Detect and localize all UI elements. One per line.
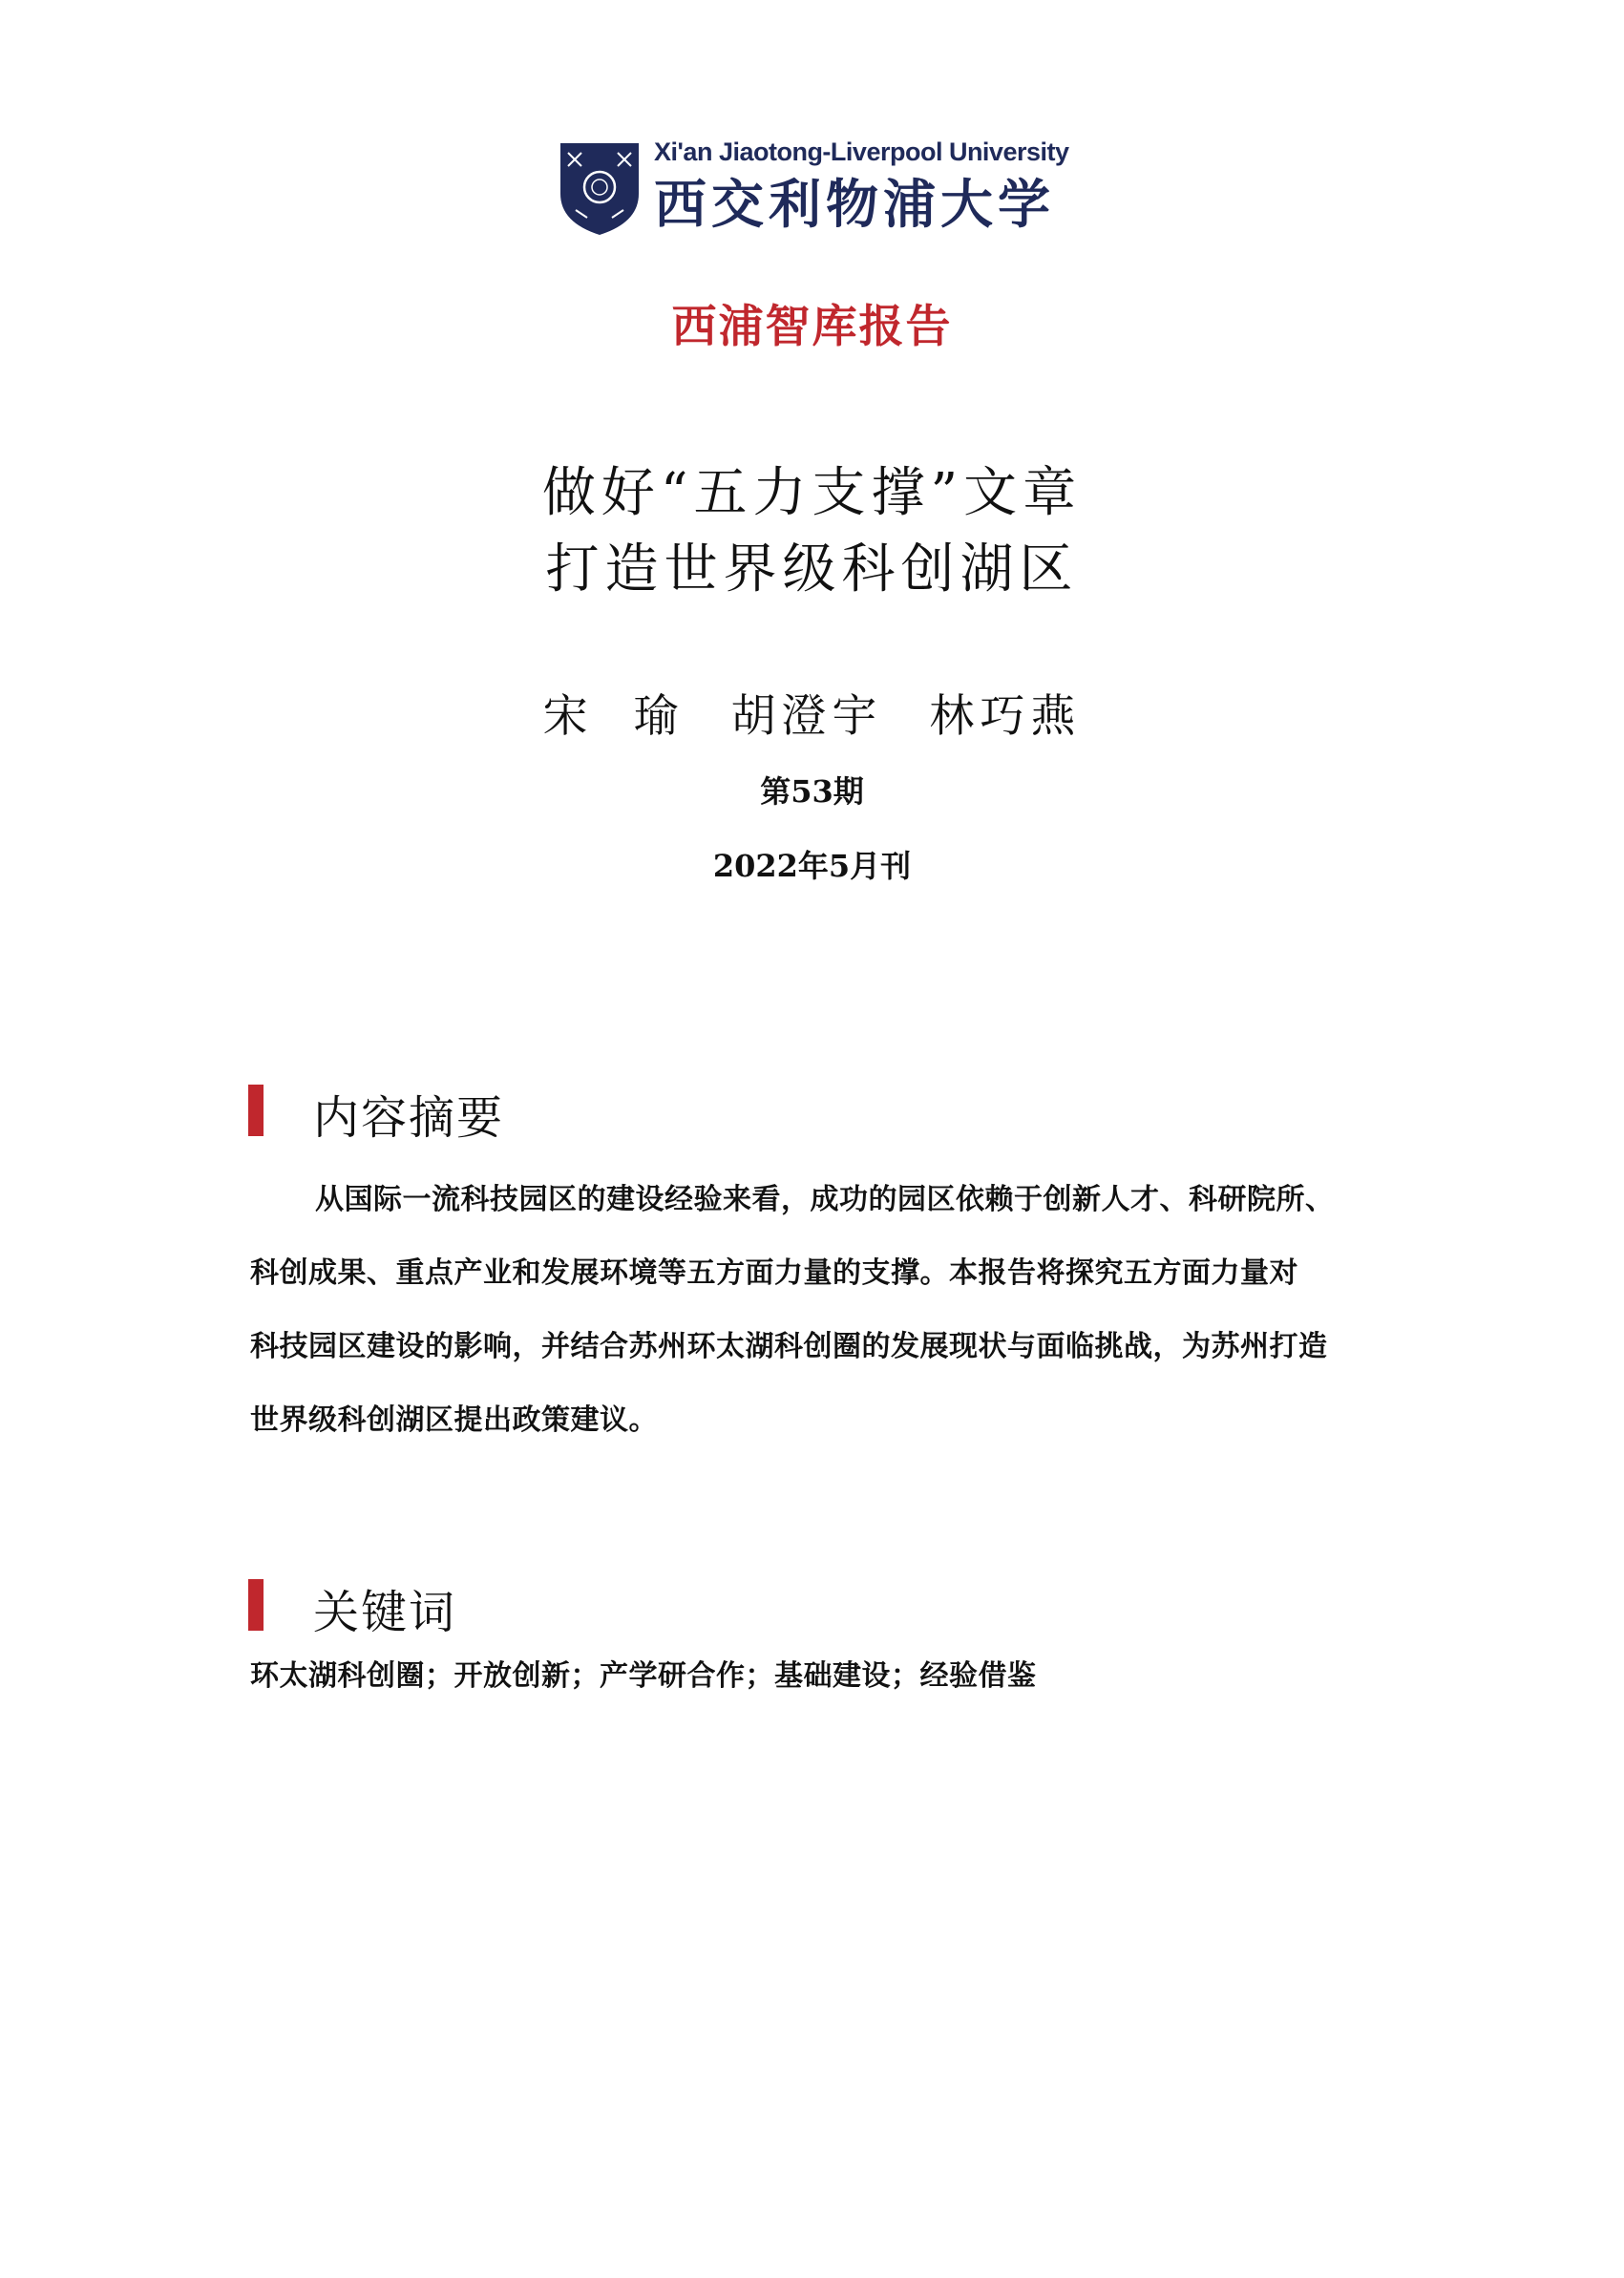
author-list: [0, 681, 1624, 745]
issue-number: 第53期: [760, 773, 864, 810]
university-crest-icon: [559, 141, 641, 237]
author-name: 林巧燕: [929, 690, 1082, 743]
publication-date: 2022年5月刊: [712, 848, 912, 884]
report-title-line-2: 打造世界级科创湖区: [545, 538, 1079, 601]
university-logo: [559, 134, 1093, 241]
university-name-en: Xi'an Jiaotong-Liverpool University: [654, 137, 1069, 166]
report-title-line-1: 做好“五力支撑”文章: [541, 462, 1083, 524]
author-name: 胡澄宇: [730, 690, 883, 743]
keywords-heading: 关键词: [313, 1586, 457, 1639]
abstract-line: 科技园区建设的影响，并结合苏州环太湖科创圈的发展现状与面临挑战，为苏州打造: [250, 1330, 1328, 1363]
section-marker-bar: [248, 1085, 264, 1136]
abstract-text: [250, 1163, 1423, 1457]
section-marker-bar: [248, 1579, 264, 1631]
abstract-line: 从国际一流科技园区的建设经验来看，成功的园区依赖于创新人才、科研院所、: [315, 1183, 1335, 1216]
abstract-line: 科创成果、重点产业和发展环境等五方面力量的支撑。本报告将探究五方面力量对: [250, 1256, 1298, 1290]
keywords-text: 环太湖科创圈；开放创新；产学研合作；基础建设；经验借鉴: [250, 1659, 1037, 1693]
report-series-title: 西浦智库报告: [671, 301, 953, 353]
abstract-heading: 内容摘要: [313, 1091, 505, 1145]
author-name: 宋 瑜: [542, 690, 685, 743]
university-name-cn: 西交利物浦大学: [654, 174, 1056, 235]
abstract-line: 世界级科创湖区提出政策建议。: [250, 1403, 658, 1437]
